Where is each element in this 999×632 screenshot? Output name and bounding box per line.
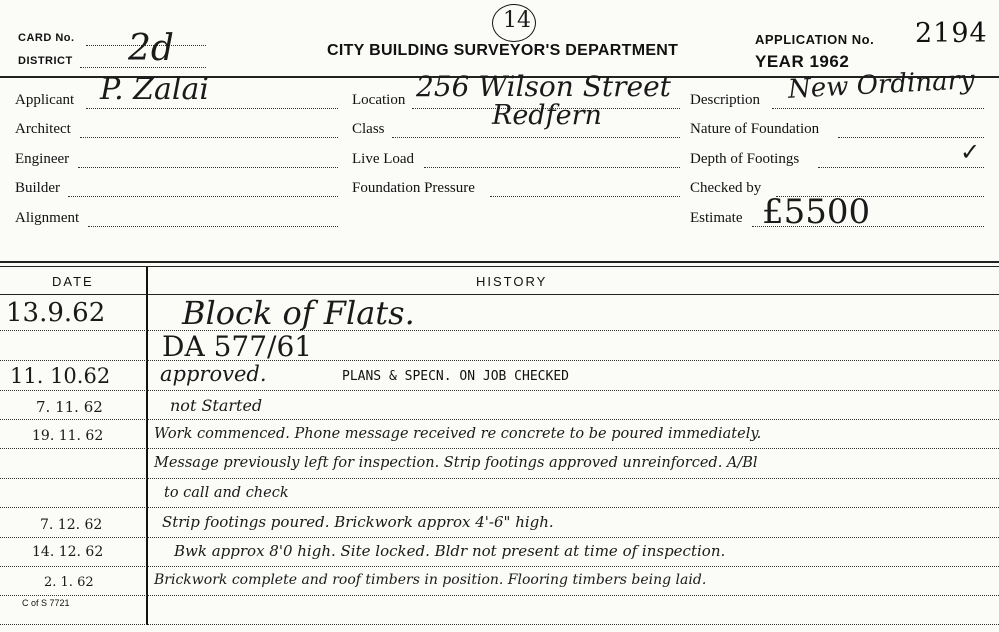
page-number: 14 <box>503 8 531 33</box>
district-value: 2d <box>128 28 174 69</box>
history-line <box>0 390 999 391</box>
applicant-line <box>86 108 338 109</box>
class-value: Redfern <box>492 100 602 131</box>
history-date: 11. 10.62 <box>10 364 111 388</box>
history-column-header: HISTORY <box>476 274 548 289</box>
card-no-label: CARD No. <box>18 32 75 44</box>
depth-of-footings-line <box>818 167 984 168</box>
alignment-line <box>88 226 338 227</box>
history-line <box>0 624 999 625</box>
department-title: CITY BUILDING SURVEYOR'S DEPARTMENT <box>327 42 679 59</box>
fields-divider-bottom <box>0 266 999 267</box>
history-entry: DA 577/61 <box>162 330 313 363</box>
history-line <box>0 330 999 331</box>
location-value: 256 Wilson Street <box>416 70 671 103</box>
history-line <box>0 448 999 449</box>
description-label: Description <box>690 92 760 108</box>
class-label: Class <box>352 121 385 137</box>
applicant-value: P. Zalai <box>100 72 209 107</box>
history-entry: to call and check <box>164 485 289 501</box>
live-load-label: Live Load <box>352 151 415 167</box>
history-entry: Brickwork complete and roof timbers in position. Flooring timbers being laid. <box>154 572 707 588</box>
history-line <box>0 478 999 479</box>
history-entry: Message previously left for inspection. Strip footings approved unreinforced. A/Bl <box>154 455 758 471</box>
architect-line <box>80 137 338 138</box>
estimate-value: £5500 <box>762 192 871 232</box>
year-label: YEAR 1962 <box>755 52 850 71</box>
history-entry: Bwk approx 8'0 high. Site locked. Bldr not present at time of inspection. <box>174 542 726 560</box>
history-date: 14. 12. 62 <box>32 544 104 560</box>
alignment-label: Alignment <box>15 210 80 226</box>
foundation-pressure-label: Foundation Pressure <box>352 180 475 196</box>
application-number: 2194 <box>915 18 988 49</box>
history-line <box>0 360 999 361</box>
history-date: 7. 12. 62 <box>40 517 103 533</box>
history-line <box>0 419 999 420</box>
history-line <box>0 595 999 596</box>
history-entry: approved. <box>160 362 267 386</box>
engineer-label: Engineer <box>15 151 70 167</box>
description-value: New Ordinary <box>787 65 976 105</box>
history-date: 2. 1. 62 <box>44 575 94 590</box>
history-date: 13.9.62 <box>6 298 106 328</box>
location-label: Location <box>352 92 406 108</box>
history-entry: Work commenced. Phone message received re concrete to be poured immediately. <box>154 426 762 442</box>
description-line <box>772 108 984 109</box>
history-header-line <box>0 294 999 295</box>
foundation-pressure-line <box>490 196 680 197</box>
form-code: C of S 7721 <box>22 598 70 608</box>
nature-of-foundation-label: Nature of Foundation <box>690 121 820 137</box>
architect-label: Architect <box>15 121 71 137</box>
district-label: DISTRICT <box>18 55 73 67</box>
history-date: 19. 11. 62 <box>32 428 104 444</box>
checked-by-label: Checked by <box>690 180 762 196</box>
date-column-rule <box>146 267 148 625</box>
builder-line <box>68 196 338 197</box>
history-entry: Block of Flats. <box>182 294 415 332</box>
estimate-label: Estimate <box>690 210 743 226</box>
live-load-line <box>424 167 680 168</box>
history-line <box>0 537 999 538</box>
engineer-line <box>78 167 338 168</box>
history-date: 7. 11. 62 <box>36 398 103 416</box>
history-line <box>0 566 999 567</box>
fields-divider-top <box>0 261 999 263</box>
history-entry: Strip footings poured. Brickwork approx 4'-6" high. <box>162 513 554 531</box>
applicant-label: Applicant <box>15 92 75 108</box>
date-column-header: DATE <box>52 274 94 289</box>
history-typed-entry: PLANS & SPECN. ON JOB CHECKED <box>342 369 569 384</box>
class-line <box>392 137 680 138</box>
history-line <box>0 507 999 508</box>
history-entry: not Started <box>170 396 263 415</box>
builder-label: Builder <box>15 180 60 196</box>
depth-of-footings-tick: ✓ <box>960 138 981 166</box>
application-label: APPLICATION No. <box>755 32 875 47</box>
depth-of-footings-label: Depth of Footings <box>690 151 800 167</box>
